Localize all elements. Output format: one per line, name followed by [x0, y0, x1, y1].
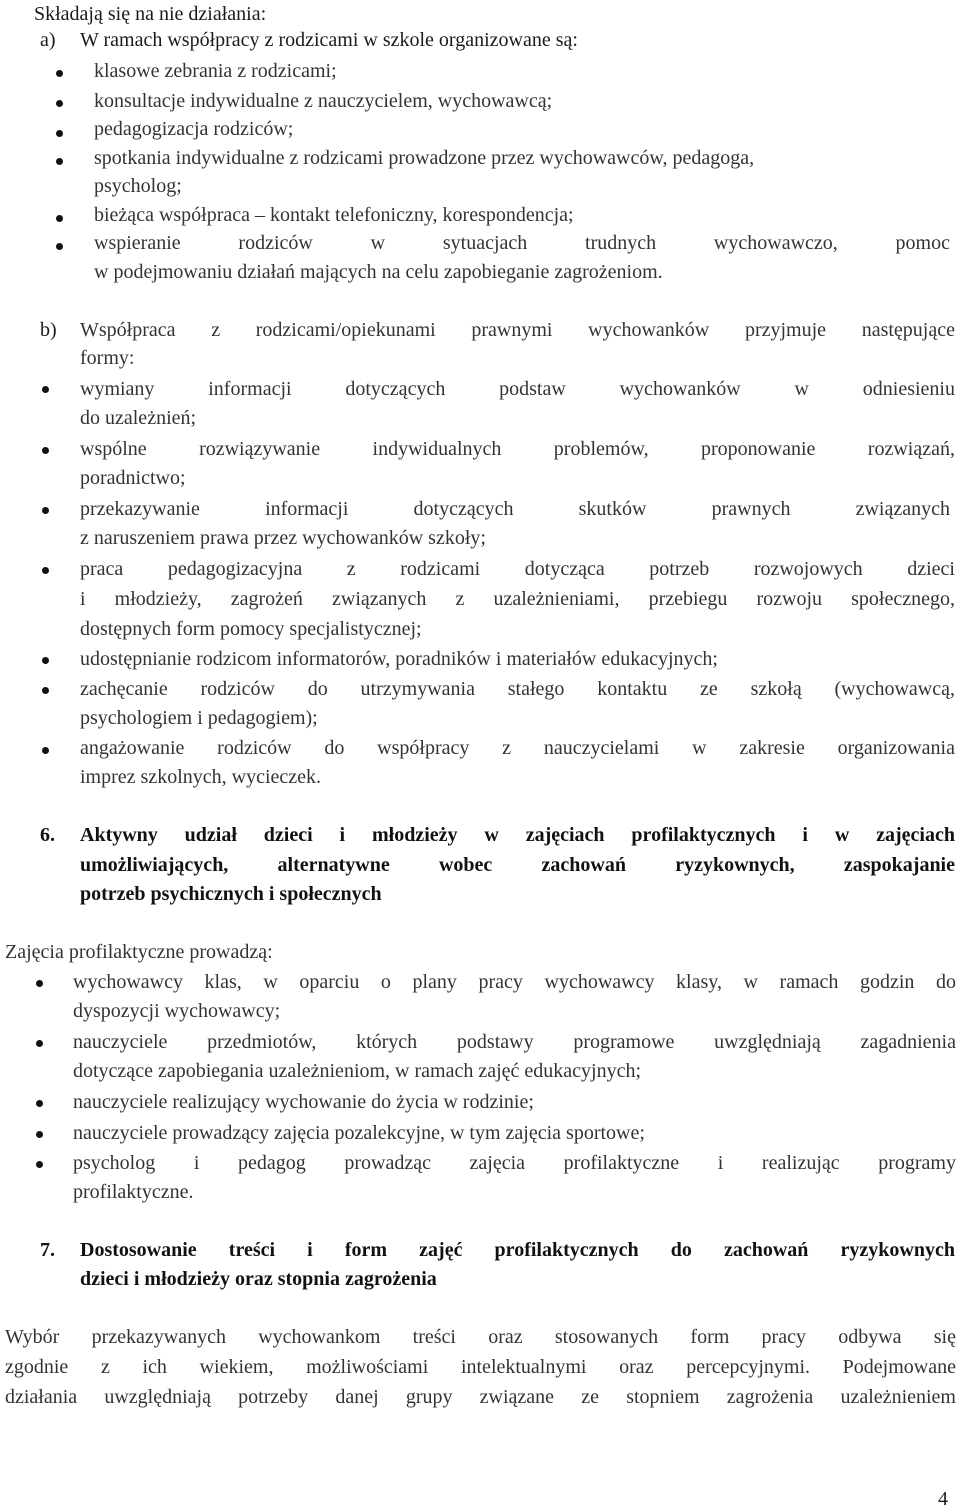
list-item: praca pedagogizacyjna z rodzicami dotycząca potrzeb rozwojowych dzieci: [80, 558, 955, 580]
paragraph-line: działania uwzględniają potrzeby danej grupy związane ze stopniem zagrożenia uzależnieniem: [5, 1386, 956, 1408]
paragraph-line: zgodnie z ich wiekiem, możliwościami intelektualnymi oraz percepcyjnymi. Podejmowane: [5, 1356, 956, 1378]
intro-text: Składają się na nie działania:: [34, 3, 267, 25]
bullet-icon: [36, 980, 43, 987]
heading-6-line: Aktywny udział dzieci i młodzieży w zajęciach profilaktycznych i w zajęciach: [80, 824, 955, 846]
list-b-marker: b): [40, 319, 57, 341]
page-number: 4: [938, 1488, 948, 1510]
list-item: wspólne rozwiązywanie indywidualnych problemów, proponowanie rozwiązań,: [80, 438, 955, 460]
list-item: nauczyciele przedmiotów, których podstawy programowe uwzględniają zagadnienia: [73, 1031, 956, 1053]
list-item-continuation: z naruszeniem prawa przez wychowanków szkoły;: [80, 527, 486, 549]
list-b-title-continuation: formy:: [80, 347, 135, 369]
list-item: bieżąca współpraca – kontakt telefoniczny, korespondencja;: [94, 204, 574, 226]
list-item: wymiany informacji dotyczących podstaw wychowanków w odniesieniu: [80, 378, 955, 400]
list-item: przekazywanie informacji dotyczących skutków prawnych związanych: [80, 498, 950, 520]
list-a-title: W ramach współpracy z rodzicami w szkole organizowane są:: [80, 29, 578, 51]
bullet-icon: [56, 100, 63, 107]
list-item-continuation: i młodzieży, zagrożeń związanych z uzależnieniami, przebiegu rozwoju społecznego,: [80, 588, 955, 610]
list-item-continuation: do uzależnień;: [80, 407, 197, 429]
bullet-icon: [42, 687, 49, 694]
bullet-icon: [36, 1131, 43, 1138]
list-item-continuation: psychologiem i pedagogiem);: [80, 707, 318, 729]
list-item: udostępnianie rodzicom informatorów, poradników i materiałów edukacyjnych;: [80, 648, 718, 670]
bullet-icon: [56, 243, 63, 250]
list-item-continuation: dotyczące zapobiegania uzależnieniom, w ramach zajęć edukacyjnych;: [73, 1060, 642, 1082]
heading-7-line: dzieci i młodzieży oraz stopnia zagrożenia: [80, 1268, 437, 1290]
bullet-icon: [42, 507, 49, 514]
list-item: klasowe zebrania z rodzicami;: [94, 60, 337, 82]
list-item-continuation: profilaktyczne.: [73, 1181, 194, 1203]
section-6-intro: Zajęcia profilaktyczne prowadzą:: [5, 941, 273, 963]
bullet-icon: [36, 1040, 43, 1047]
list-item: psycholog i pedagog prowadząc zajęcia profilaktyczne i realizując programy: [73, 1152, 956, 1174]
heading-7-number: 7.: [40, 1239, 55, 1261]
heading-6-line: umożliwiających, alternatywne wobec zachowań ryzykownych, zaspokajanie: [80, 854, 955, 876]
list-item: zachęcanie rodziców do utrzymywania stałego kontaktu ze szkołą (wychowawcą,: [80, 678, 955, 700]
bullet-icon: [56, 158, 63, 165]
bullet-icon: [36, 1161, 43, 1168]
list-item: pedagogizacja rodziców;: [94, 118, 294, 140]
list-item: konsultacje indywidualne z nauczycielem, wychowawcą;: [94, 90, 553, 112]
list-item: wspieranie rodziców w sytuacjach trudnych wychowawczo, pomoc: [94, 232, 950, 254]
list-a-marker: a): [40, 29, 56, 51]
bullet-icon: [42, 567, 49, 574]
list-item-continuation: imprez szkolnych, wycieczek.: [80, 766, 322, 788]
list-item-continuation: poradnictwo;: [80, 467, 186, 489]
list-item-continuation: w podejmowaniu działań mających na celu zapobieganie zagrożeniom.: [94, 261, 663, 283]
bullet-icon: [36, 1100, 43, 1107]
heading-6-number: 6.: [40, 824, 55, 846]
list-item: nauczyciele realizujący wychowanie do życia w rodzinie;: [73, 1091, 534, 1113]
list-item: spotkania indywidualne z rodzicami prowadzone przez wychowawców, pedagoga,: [94, 147, 755, 169]
bullet-icon: [56, 70, 63, 77]
list-item: angażowanie rodziców do współpracy z nauczycielami w zakresie organizowania: [80, 737, 955, 759]
heading-7-line: Dostosowanie treści i form zajęć profilaktycznych do zachowań ryzykownych: [80, 1239, 955, 1261]
list-item-continuation: psycholog;: [94, 175, 182, 197]
bullet-icon: [56, 130, 63, 137]
paragraph-line: Wybór przekazywanych wychowankom treści oraz stosowanych form pracy odbywa się: [5, 1326, 956, 1348]
list-b-title: Współpraca z rodzicami/opiekunami prawnymi wychowanków przyjmuje następujące: [80, 319, 955, 341]
bullet-icon: [42, 386, 49, 393]
bullet-icon: [42, 747, 49, 754]
bullet-icon: [42, 657, 49, 664]
list-item-continuation: dyspozycji wychowawcy;: [73, 1000, 281, 1022]
bullet-icon: [42, 447, 49, 454]
list-item: nauczyciele prowadzący zajęcia pozalekcyjne, w tym zajęcia sportowe;: [73, 1122, 645, 1144]
list-item-continuation: dostępnych form pomocy specjalistycznej;: [80, 618, 422, 640]
heading-6-line: potrzeb psychicznych i społecznych: [80, 883, 382, 905]
list-item: wychowawcy klas, w oparciu o plany pracy wychowawcy klasy, w ramach godzin do: [73, 971, 956, 993]
bullet-icon: [56, 215, 63, 222]
